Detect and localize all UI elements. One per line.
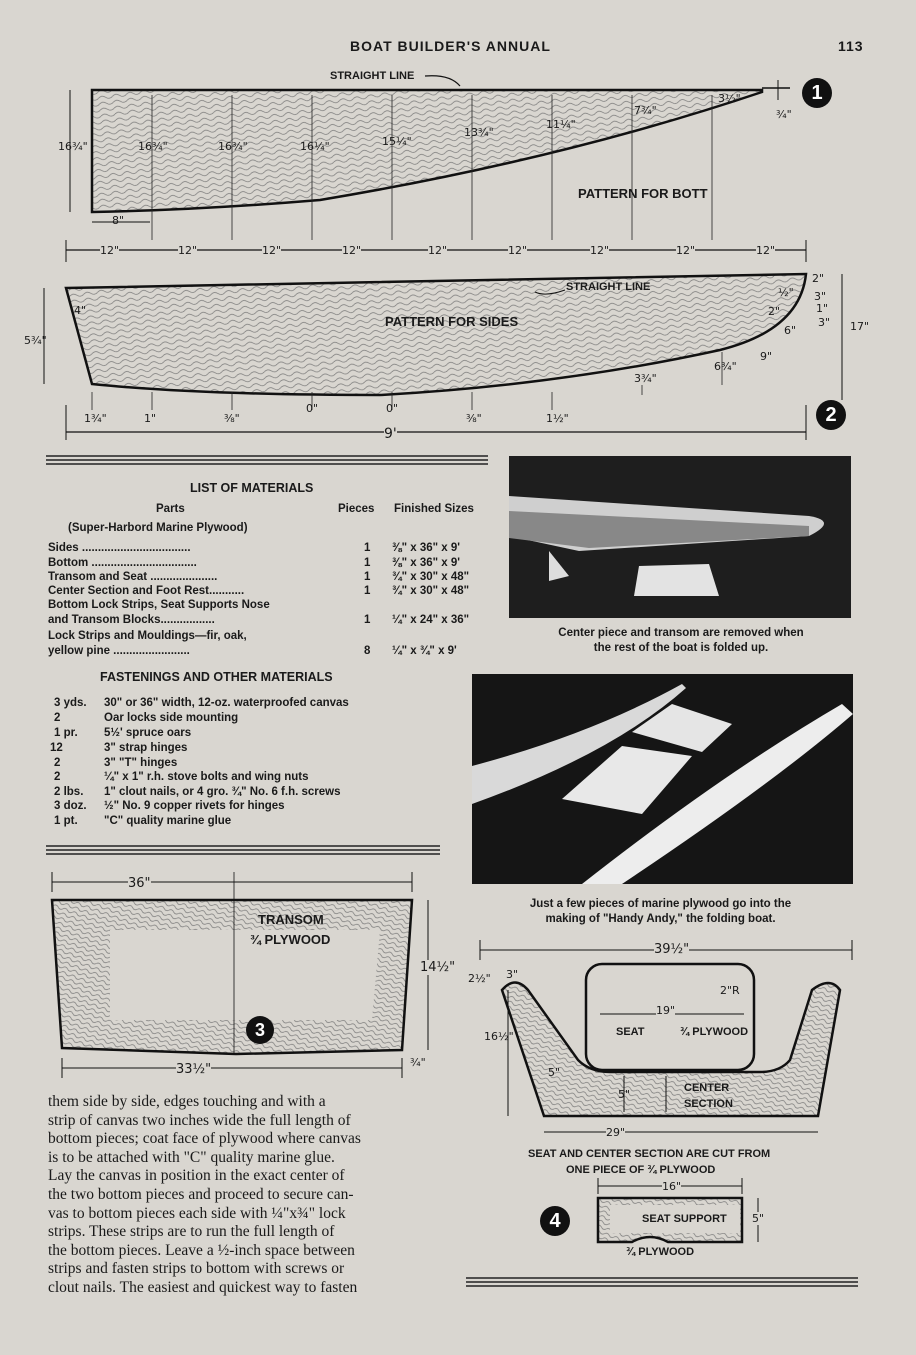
body-line: Lay the canvas in position in the exact center of xyxy=(48,1167,345,1185)
fig2-side-pattern xyxy=(44,274,842,440)
body-line: strip of canvas two inches wide the full length of xyxy=(48,1111,351,1129)
fig1-dim: 16¾" xyxy=(218,140,248,153)
material-size: ⅜" x 36" x 9' xyxy=(392,557,460,569)
spacing-label: 12" xyxy=(428,244,448,257)
fig3-side-dim: 14½" xyxy=(420,960,456,975)
material-pieces: 1 xyxy=(364,614,371,626)
material-part: yellow pine ........................ xyxy=(48,645,190,657)
fig4-dim: 16½" xyxy=(484,1030,514,1043)
fastener-item: 5½' spruce oars xyxy=(104,727,192,739)
material-pieces: 8 xyxy=(364,645,371,657)
fastener-qty: 2 xyxy=(54,712,61,724)
fastener-qty: 3 yds. xyxy=(54,697,87,709)
fastener-qty: 1 pr. xyxy=(54,727,78,739)
boat-folded-photo xyxy=(509,456,851,618)
spacing-label: 12" xyxy=(676,244,696,257)
fig2-bottom-dim: ⅜" xyxy=(224,412,240,425)
fig4-seat-label: SEAT xyxy=(616,1026,645,1038)
fig2-bottom-dim: 1" xyxy=(144,412,157,425)
fig2-inner-dim: 6¾" xyxy=(714,360,737,373)
fig2-right-dim: 3" xyxy=(818,316,831,329)
body-paragraph xyxy=(48,1093,448,1298)
materials-subtitle: (Super-Harbord Marine Plywood) xyxy=(68,522,248,534)
material-part: Transom and Seat ..................... xyxy=(48,571,218,583)
spacing-label: 12" xyxy=(262,244,282,257)
fig4-caption: SEAT AND CENTER SECTION ARE CUT FROM xyxy=(528,1148,771,1160)
fig2-pattern-label: PATTERN FOR SIDES xyxy=(385,314,519,329)
fig2-left-dim: 5¾" xyxy=(24,334,47,347)
fig2-inner-dim: 6" xyxy=(784,324,797,337)
photo2-caption-line: Just a few pieces of marine plywood go into the xyxy=(529,898,792,910)
fastener-item: ½" No. 9 copper rivets for hinges xyxy=(104,800,285,812)
fig4-number-badge: 4 xyxy=(540,1206,570,1236)
material-size: ¼" x ¾" x 9' xyxy=(392,645,457,657)
fig2-inner-dim: 2" xyxy=(768,305,781,318)
fig1-dim: ¾" xyxy=(776,108,792,121)
fastener-qty: 2 xyxy=(54,771,61,783)
spacing-label: 12" xyxy=(508,244,528,257)
body-line: is to be attached with "C" quality marine glue. xyxy=(48,1148,335,1166)
fig2-right-dim: ½" xyxy=(778,286,794,299)
page-number: 113 xyxy=(838,38,864,54)
material-part: Bottom Lock Strips, Seat Supports Nose xyxy=(48,599,270,611)
fig4-dim: 2½" xyxy=(468,972,491,985)
fig1-dim: 3½" xyxy=(718,92,741,105)
fig4-caption: ONE PIECE OF ¾ PLYWOOD xyxy=(566,1164,716,1176)
fig2-inner-dim: 3¾" xyxy=(634,372,657,385)
fig3-transom-drawing xyxy=(52,872,428,1078)
fig2-overall-length: 9' xyxy=(384,426,397,442)
plywood-pieces-photo xyxy=(472,674,853,884)
fig4-bottom-dim: 29" xyxy=(606,1126,626,1139)
fastener-qty: 12 xyxy=(50,742,63,754)
fig1-dim: 16¼" xyxy=(300,140,330,153)
fastener-item: "C" quality marine glue xyxy=(104,815,232,827)
fig4-plywood-label: ¾ PLYWOOD xyxy=(680,1026,749,1038)
fig3-top-dim: 36" xyxy=(128,876,151,891)
fig1-dim: 16¾" xyxy=(58,140,88,153)
fig4-seat-drawing xyxy=(480,940,852,1242)
fastener-qty: 1 pt. xyxy=(54,815,78,827)
material-part: and Transom Blocks................. xyxy=(48,614,215,626)
fig2-right-dim: 17" xyxy=(850,320,870,333)
body-line: the two bottom pieces and proceed to secure can- xyxy=(48,1185,354,1203)
materials-col-pieces: Pieces xyxy=(338,503,375,515)
fig1-dim: 8" xyxy=(112,214,125,227)
fig4-width-dim: 39½" xyxy=(654,942,690,957)
fig1-number-badge: 1 xyxy=(802,78,832,108)
spacing-label: 12" xyxy=(590,244,610,257)
fig4-dim: 2"R xyxy=(720,984,740,997)
fig4-support-plywood-label: ¾ PLYWOOD xyxy=(626,1246,695,1258)
fastener-item: Oar locks side mounting xyxy=(104,712,239,724)
fig1-pattern-label: PATTERN FOR BOTT xyxy=(578,186,708,201)
spacing-label: 12" xyxy=(756,244,776,257)
fastener-item: 1" clout nails, or 4 gro. ¾" No. 6 f.h. screws xyxy=(104,786,341,798)
fasteners-title: FASTENINGS AND OTHER MATERIALS xyxy=(100,670,333,684)
fig1-dim: 15¼" xyxy=(382,135,412,148)
material-size: ¾" x 30" x 48" xyxy=(392,571,470,583)
fig4-dim: 19" xyxy=(656,1004,676,1017)
fig1-bottom-pattern xyxy=(70,76,790,240)
body-line: clout nails. The easiest and quickest way to fasten xyxy=(48,1278,358,1296)
material-part: Sides .................................. xyxy=(48,542,191,554)
fig3-number-badge: 3 xyxy=(246,1016,274,1044)
material-size: ¾" x 30" x 48" xyxy=(392,585,470,597)
fig2-right-dim: 1" xyxy=(816,302,829,315)
page-header-title: BOAT BUILDER'S ANNUAL xyxy=(350,38,551,54)
material-part: Center Section and Foot Rest........... xyxy=(48,585,245,597)
material-size: ⅜" x 36" x 9' xyxy=(392,542,460,554)
fig1-straight-line-label: STRAIGHT LINE xyxy=(330,70,415,82)
material-pieces: 1 xyxy=(364,542,371,554)
body-line: the bottom pieces. Leave a ½-inch space between xyxy=(48,1241,355,1259)
fig3-label: TRANSOM xyxy=(258,912,324,927)
fastener-qty: 2 lbs. xyxy=(54,786,84,798)
fastener-item: 30" or 36" width, 12-oz. waterproofed canvas xyxy=(104,697,349,709)
material-pieces: 1 xyxy=(364,571,371,583)
material-part: Bottom ................................. xyxy=(48,557,197,569)
fig2-right-dim: 2" xyxy=(812,272,825,285)
material-size: ¼" x 24" x 36" xyxy=(392,614,470,626)
fastener-qty: 2 xyxy=(54,757,61,769)
fig3-small-dim: ¾" xyxy=(410,1056,426,1069)
photo1-caption-line: Center piece and transom are removed when xyxy=(558,627,804,639)
fig4-support-height: 5" xyxy=(752,1212,765,1225)
material-pieces: 1 xyxy=(364,557,371,569)
fig2-bottom-dim: 1¾" xyxy=(84,412,107,425)
fig2-straight-line-label: STRAIGHT LINE xyxy=(566,281,651,293)
fig4-center-label: CENTER xyxy=(684,1082,730,1094)
fig4-dim: 5" xyxy=(548,1066,561,1079)
fig1-dim: 7¾" xyxy=(634,104,657,117)
fig4-dim: 3" xyxy=(506,968,519,981)
materials-col-parts: Parts xyxy=(156,503,185,515)
material-pieces: 1 xyxy=(364,585,371,597)
fastener-item: 3" "T" hinges xyxy=(104,757,178,769)
fig2-bottom-dim: 0" xyxy=(386,402,399,415)
fig3-bottom-dim: 33½" xyxy=(176,1062,212,1077)
fig2-bottom-dim: 0" xyxy=(306,402,319,415)
material-part: Lock Strips and Mouldings—fir, oak, xyxy=(48,630,247,642)
photo2-caption xyxy=(468,897,853,927)
body-line: strips and fasten strips to bottom with screws or xyxy=(48,1260,345,1278)
fastener-item: 3" strap hinges xyxy=(104,742,188,754)
photo1-caption-line: the rest of the boat is folded up. xyxy=(593,642,769,654)
fig3-label: ¾ PLYWOOD xyxy=(250,932,331,947)
fig4-section-label: SECTION xyxy=(684,1098,733,1110)
body-line: bottom pieces; coat face of plywood where canvas xyxy=(48,1130,361,1148)
fig2-right-dim: 3" xyxy=(814,290,827,303)
fig1-dim: 11¼" xyxy=(546,118,576,131)
spacing-label: 12" xyxy=(100,244,120,257)
fig4-seat-support-label: SEAT SUPPORT xyxy=(642,1213,727,1225)
fig2-bottom-dim: 1½" xyxy=(546,412,569,425)
body-line: them side by side, edges touching and with a xyxy=(48,1093,326,1110)
fig2-number-badge: 2 xyxy=(816,400,846,430)
body-line: strips. These strips are to run the full length of xyxy=(48,1223,335,1241)
spacing-label: 12" xyxy=(178,244,198,257)
materials-title: LIST OF MATERIALS xyxy=(190,481,314,495)
spacing-label: 12" xyxy=(342,244,362,257)
fig1-dim: 16¾" xyxy=(138,140,168,153)
fig4-support-width: 16" xyxy=(662,1180,682,1193)
materials-col-sizes: Finished Sizes xyxy=(394,503,474,515)
body-line: vas to bottom pieces each side with ¼"x¾" lock xyxy=(48,1204,346,1222)
photo2-caption-line: making of "Handy Andy," the folding boat. xyxy=(545,913,776,925)
photo1-caption xyxy=(506,626,856,656)
fig4-dim: 5" xyxy=(618,1088,631,1101)
fig1-dim: 13¾" xyxy=(464,126,494,139)
fig2-bottom-dim: ⅜" xyxy=(466,412,482,425)
fig2-inner-dim: 9" xyxy=(760,350,773,363)
fastener-qty: 3 doz. xyxy=(54,800,87,812)
fastener-item: ¼" x 1" r.h. stove bolts and wing nuts xyxy=(104,771,309,783)
fig2-left-dim: 4" xyxy=(74,304,87,317)
